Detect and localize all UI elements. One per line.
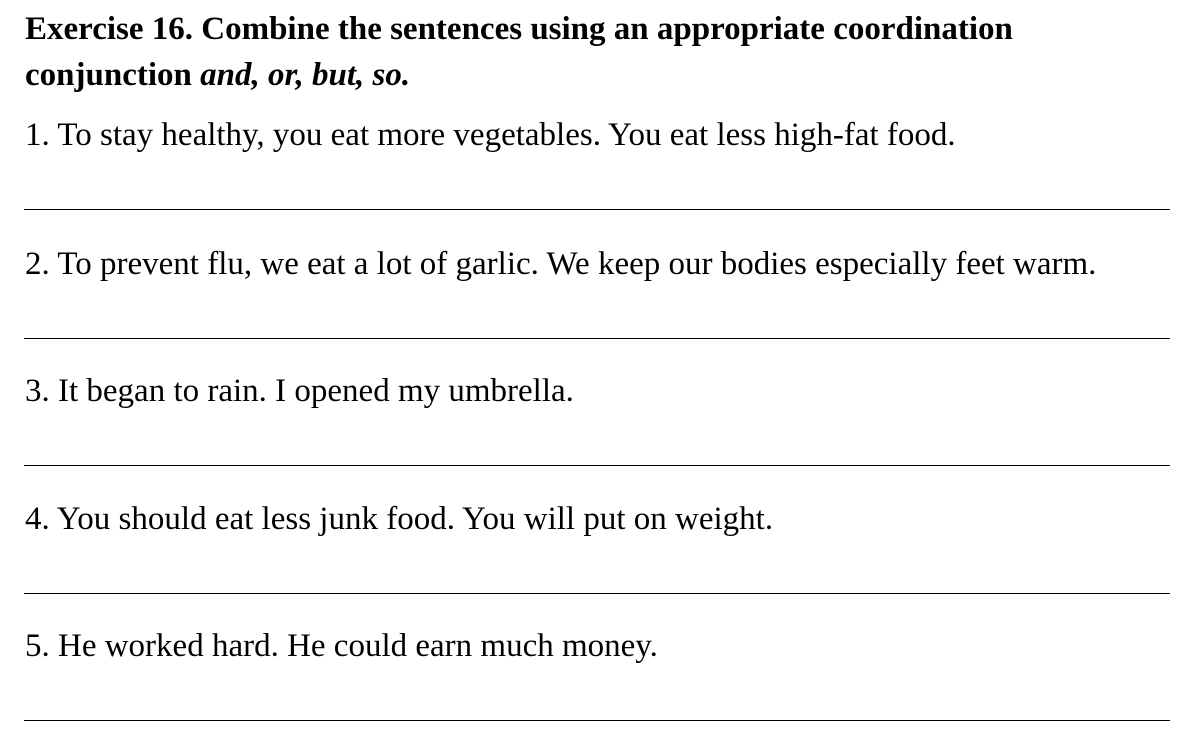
conjunction-list: and, or, but, so.	[200, 57, 411, 93]
answer-line[interactable]	[24, 720, 1170, 721]
answer-line[interactable]	[24, 338, 1170, 339]
item-text: You should eat less junk food. You will put on weight.	[56, 501, 774, 537]
item-number: 4.	[25, 501, 50, 537]
item-sentence	[25, 115, 956, 155]
exercise-item-5	[25, 626, 1170, 754]
answer-line[interactable]	[24, 593, 1170, 594]
item-sentence	[25, 626, 658, 666]
exercise-title: Exercise 16. Combine the sentences using an appropriate coordination	[25, 11, 1013, 47]
exercise-title-continued	[25, 52, 1170, 98]
item-number: 3.	[25, 373, 50, 409]
item-number: 5.	[25, 628, 50, 664]
answer-line[interactable]	[24, 209, 1170, 210]
item-number: 2.	[25, 246, 50, 282]
item-sentence	[25, 499, 773, 539]
exercise-item-4	[25, 499, 1170, 627]
item-sentence	[25, 371, 574, 411]
item-text: He worked hard. He could earn much money.	[58, 628, 658, 664]
worksheet	[25, 0, 1170, 738]
item-text: It began to rain. I opened my umbrella.	[58, 373, 574, 409]
exercise-item-3	[25, 371, 1170, 499]
exercise-title-continued-text: conjunction	[25, 57, 192, 93]
item-text: To prevent flu, we eat a lot of garlic. We keep our bodies especially feet warm.	[57, 246, 1097, 282]
exercise-heading	[25, 6, 1170, 98]
exercise-item-1	[25, 115, 1170, 243]
item-number: 1.	[25, 117, 50, 153]
item-sentence	[25, 244, 1096, 284]
exercise-item-2	[25, 244, 1170, 372]
item-text: To stay healthy, you eat more vegetables. You eat less high-fat food.	[57, 117, 956, 153]
answer-line[interactable]	[24, 465, 1170, 466]
